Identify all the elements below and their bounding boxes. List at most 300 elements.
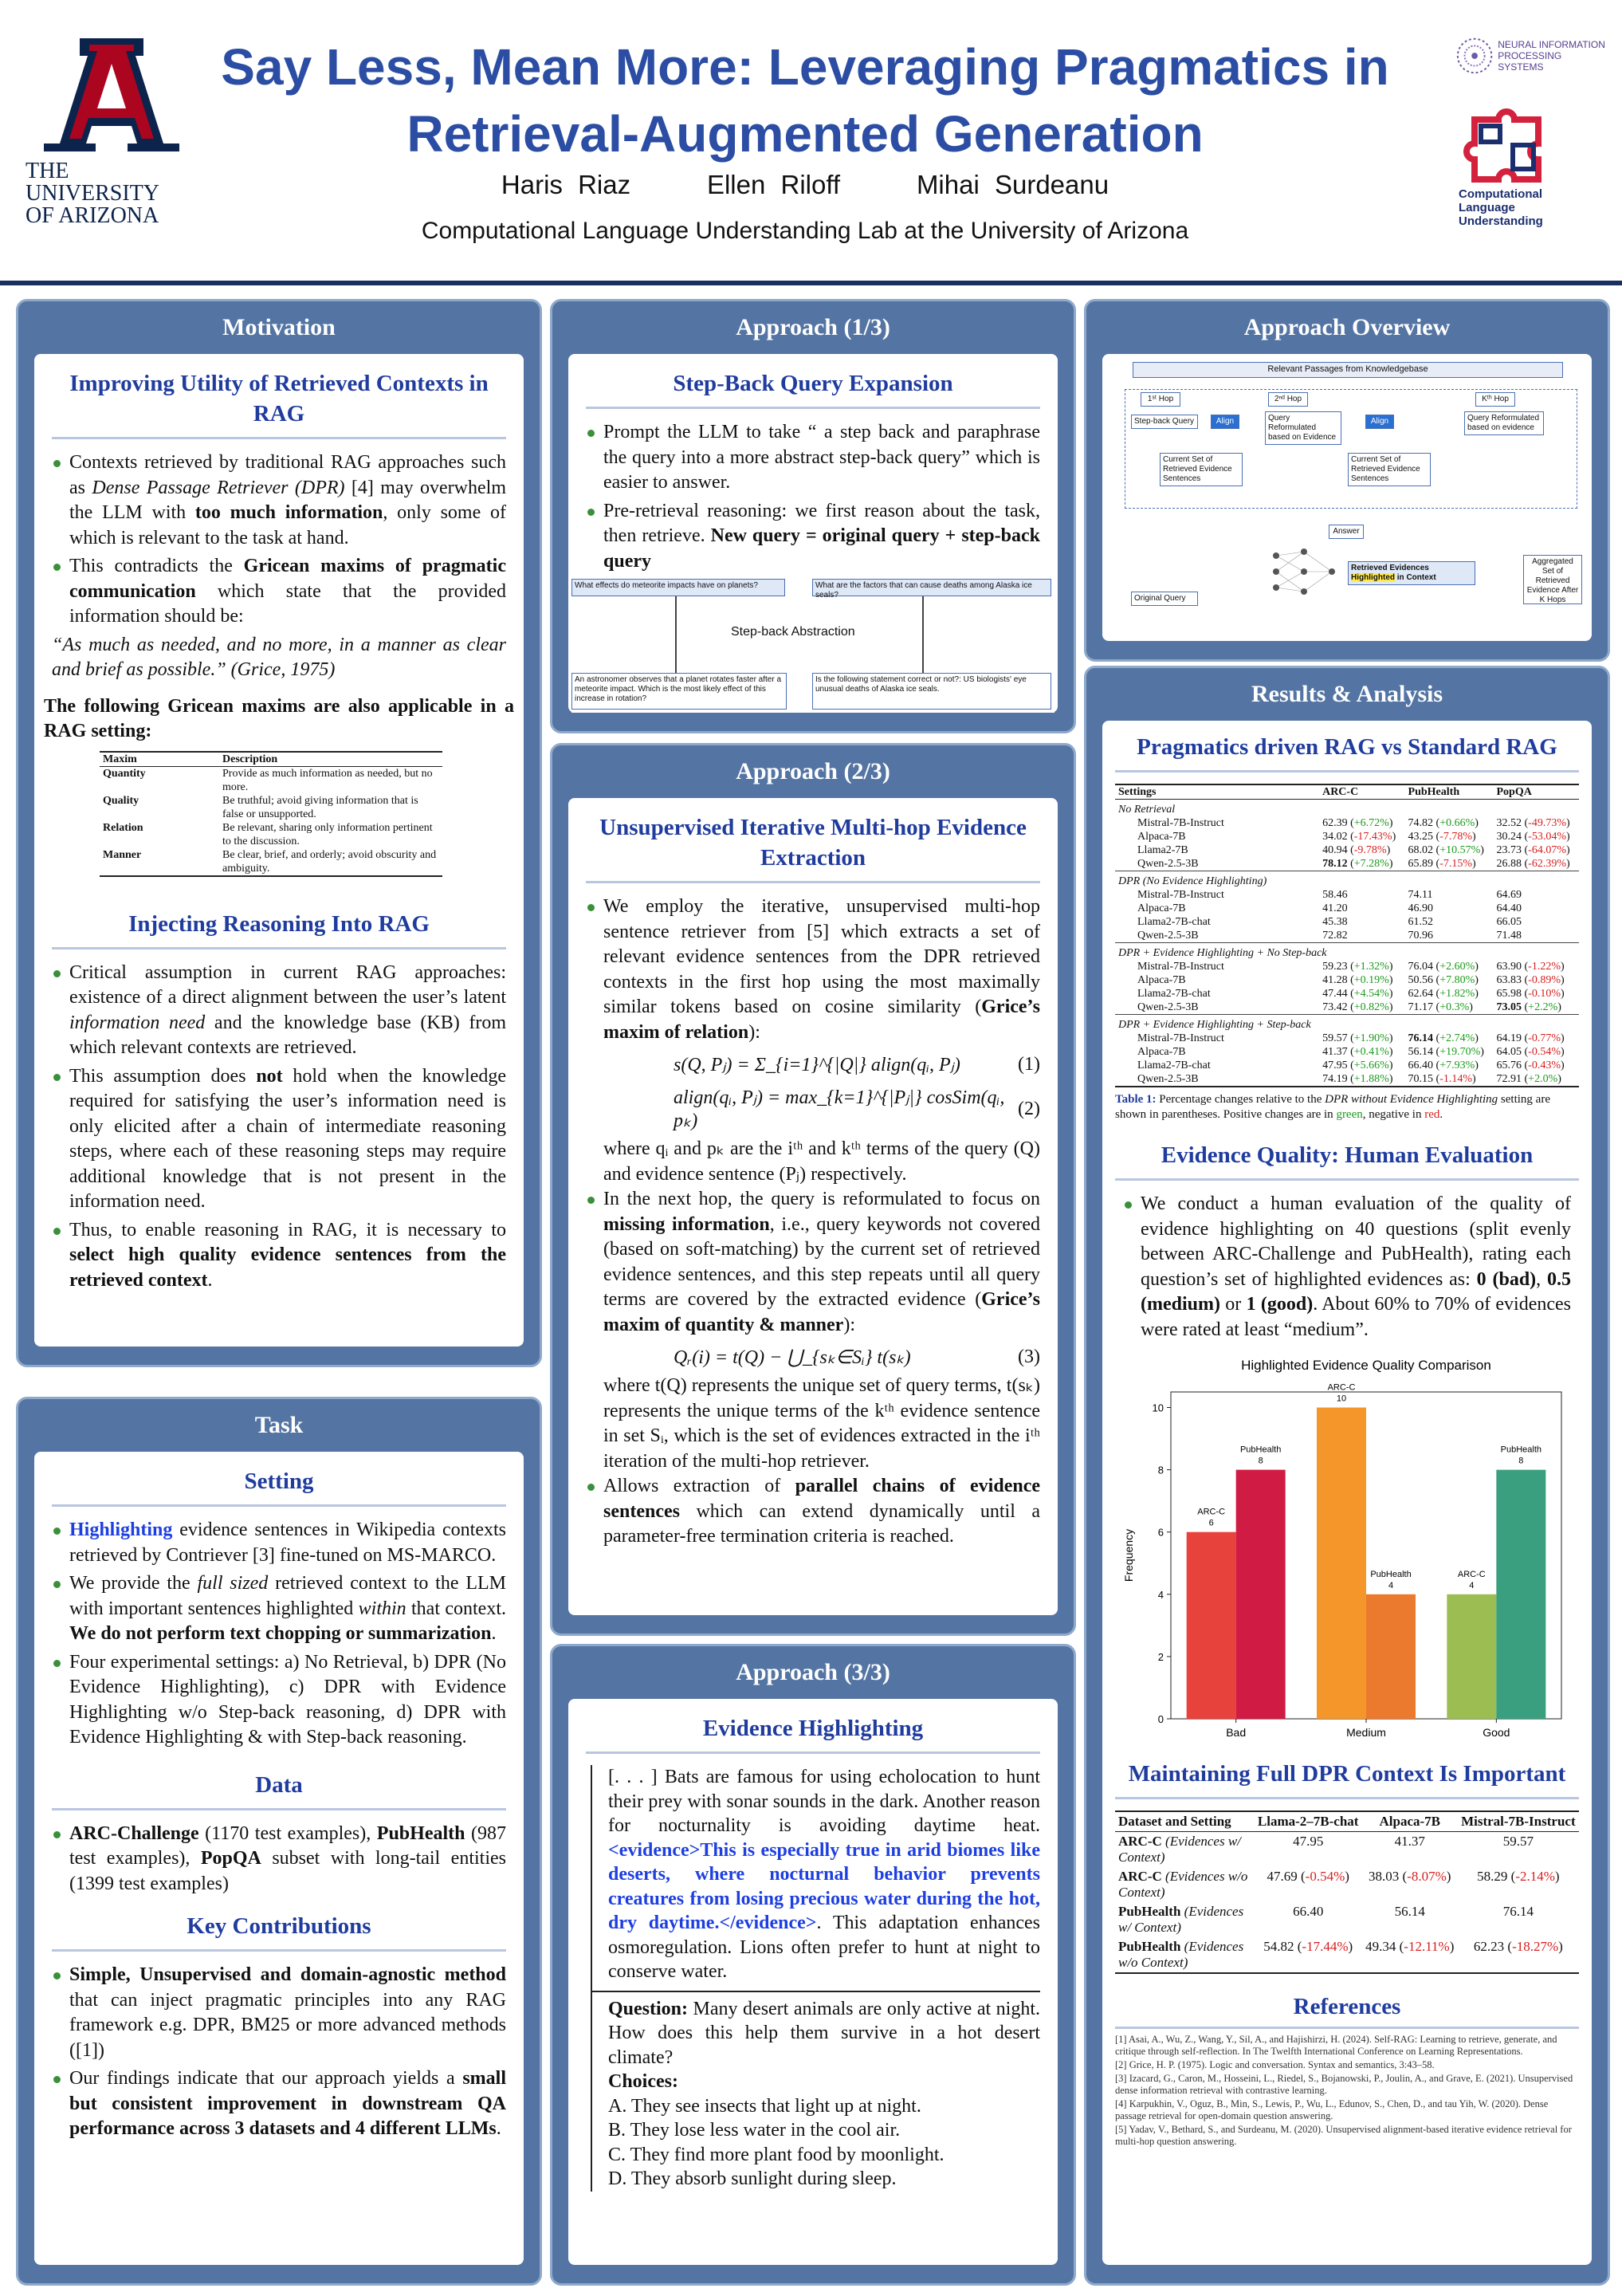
section-heading: Step-Back Query Expansion bbox=[673, 371, 953, 396]
text: ): bbox=[748, 1021, 760, 1043]
percent-change: -53.04% bbox=[1528, 831, 1566, 843]
motivation-panel bbox=[16, 299, 542, 1367]
text: This assumption does bbox=[69, 1065, 257, 1087]
text: Four experimental settings: a) No Retrieval, b) DPR (No Evidence Highlighting), c) DPR with Evidence Highlighting w/o Step-back reasoning, d) DPR with Evidence Highlighting & with Step-back reasoning. bbox=[69, 1651, 506, 1748]
bar-value-label: 4 bbox=[1469, 1580, 1475, 1590]
cell-value: 32.52 bbox=[1496, 817, 1522, 829]
text: Pre-retrieval reasoning: we first reason about the task, then retrieve. bbox=[603, 500, 1040, 546]
text: . bbox=[1439, 1108, 1443, 1121]
table-group-row bbox=[1115, 943, 1579, 961]
percent-change: -0.77% bbox=[1528, 1032, 1561, 1044]
bullet-list bbox=[52, 1822, 506, 1897]
university-of-arizona-logo bbox=[24, 32, 199, 228]
text: too much information bbox=[194, 502, 383, 523]
table-cell bbox=[1255, 1902, 1362, 1937]
bar-series-label: ARC-C bbox=[1197, 1507, 1226, 1517]
text: setting are shown in parentheses. Positive changes are in bbox=[1115, 1093, 1550, 1121]
cell-value: 47.69 bbox=[1267, 1869, 1298, 1884]
table-header: Dataset and Setting bbox=[1118, 1814, 1231, 1829]
table-cell: 68.02 (+10.57%) bbox=[1408, 844, 1484, 856]
cell-value: 66.05 bbox=[1496, 916, 1522, 928]
percent-change: -62.39% bbox=[1528, 858, 1566, 870]
table-cell: 59.57 (+1.90%) bbox=[1322, 1032, 1393, 1044]
table-cell: 34.02 (-17.43%) bbox=[1322, 831, 1396, 843]
table-header: PubHealth bbox=[1408, 786, 1460, 798]
step-back-box: Step-back Query bbox=[1131, 415, 1198, 429]
model-name: Mistral-7B-Instruct bbox=[1137, 889, 1224, 901]
approach3-panel bbox=[550, 1644, 1076, 2286]
bar bbox=[1496, 1470, 1545, 1719]
text: or bbox=[1219, 1294, 1247, 1315]
percent-change: -9.78% bbox=[1353, 844, 1387, 856]
model-name: Llama2-7B-chat bbox=[1137, 916, 1211, 928]
approach3-card bbox=[568, 1699, 1058, 2265]
evidence-highlight: <evidence>This is especially true in arid biomes like deserts, where nocturnal behavior prevents creatures from losing precious water during the hot, dry daytime.</evidence> bbox=[608, 1839, 1040, 1933]
bar-value-label: 10 bbox=[1336, 1394, 1347, 1404]
bullet-list bbox=[586, 1474, 1040, 1550]
percent-change: +2.60% bbox=[1439, 961, 1475, 973]
percent-change: +2.0% bbox=[1528, 1073, 1558, 1085]
model-name: Qwen-2.5-3B bbox=[1137, 1073, 1199, 1085]
percent-change: -0.10% bbox=[1528, 988, 1561, 1000]
table-header: Llama-2–7B-chat bbox=[1257, 1814, 1359, 1829]
question bbox=[608, 1997, 1040, 2070]
choice-a: A. They see insects that light up at night. bbox=[608, 2095, 921, 2117]
table-row bbox=[1115, 973, 1579, 987]
text: , bbox=[1536, 1268, 1548, 1290]
cell-value: 59.57 bbox=[1502, 1834, 1534, 1849]
percent-change: -1.22% bbox=[1528, 961, 1561, 973]
table-cell bbox=[1319, 929, 1404, 943]
text: Thus, to enable reasoning in RAG, it is necessary to bbox=[69, 1219, 506, 1240]
setting-name: (Evidences w/o Context) bbox=[1118, 1939, 1244, 1970]
text: Many desert animals are only active at night. How does this help them survive in a hot desert climate? bbox=[608, 1998, 1040, 2068]
panel-title: Approach (3/3) bbox=[736, 1659, 890, 1685]
bullet-list bbox=[52, 1518, 506, 1751]
results-table bbox=[1115, 784, 1579, 1087]
cell-value: 56.14 bbox=[1394, 1904, 1425, 1919]
approach2-card bbox=[568, 798, 1058, 1615]
bar-value-label: 6 bbox=[1208, 1518, 1214, 1528]
cell-value: 64.40 bbox=[1496, 902, 1522, 914]
table-row bbox=[1115, 902, 1579, 915]
approach1-card bbox=[568, 354, 1058, 713]
text: We conduct a human evaluation of the quality of evidence highlighting on 40 questions (split evenly between ARC-Challenge and PubHealth), rating each question’s set of highlighted evidences as: bbox=[1141, 1193, 1571, 1290]
table-header: Settings bbox=[1118, 786, 1157, 798]
divider bbox=[52, 947, 506, 949]
model-name: Mistral-7B-Instruct bbox=[1137, 961, 1224, 973]
table-row bbox=[1115, 816, 1579, 830]
reformulated-box: Query Reformulated based on Evidence bbox=[1265, 411, 1341, 445]
percent-change: +0.66% bbox=[1439, 817, 1475, 829]
percent-change: -7.15% bbox=[1439, 858, 1473, 870]
text: 1 (good) bbox=[1246, 1294, 1314, 1315]
bar bbox=[1236, 1470, 1286, 1719]
cell-value: 58.29 bbox=[1477, 1869, 1508, 1884]
choices-label: Choices: bbox=[608, 2071, 678, 2092]
setting-name: (Evidences w/ Context) bbox=[1118, 1834, 1241, 1865]
text: that can inject pragmatic principles into any RAG framework e.g. DPR, BM25 or more advanced methods ([1]) bbox=[69, 1989, 506, 2061]
cell-value: 66.40 bbox=[1293, 1904, 1324, 1919]
hop-1-label: 1ˢᵗ Hop bbox=[1141, 392, 1180, 407]
aggregated-evidence-box: Aggregated Set of Retrieved Evidence After K Hops bbox=[1523, 555, 1582, 604]
poster-title bbox=[207, 33, 1403, 167]
bar-series-label: ARC-C bbox=[1327, 1382, 1356, 1393]
cell-value: 34.02 bbox=[1322, 831, 1348, 843]
model-name: Mistral-7B-Instruct bbox=[1137, 1032, 1224, 1044]
model-name: Llama2-7B-chat bbox=[1137, 988, 1211, 1000]
table-row bbox=[1115, 830, 1579, 843]
table-cell: 65.76 (-0.43%) bbox=[1496, 1060, 1565, 1071]
table-row bbox=[1115, 888, 1579, 902]
y-tick-label: 2 bbox=[1157, 1650, 1164, 1663]
bar-value-label: 8 bbox=[1258, 1456, 1263, 1466]
original-question-2: Is the following statement correct or not?: US biologists' eye unusual deaths of Alaska ice seals. bbox=[812, 673, 1051, 710]
percent-change: +4.54% bbox=[1353, 988, 1389, 1000]
text: Contexts retrieved by traditional RAG approaches such as bbox=[69, 452, 506, 498]
section-heading: Maintaining Full DPR Context Is Important bbox=[1128, 1761, 1566, 1787]
reference-item: [4] Karpukhin, V., Oguz, B., Min, S., Lewis, P., Wu, L., Edunov, S., Chen, D., and tau Yih, W. (2020). Dense passage retrieval for open-domain question answering. bbox=[1115, 2098, 1549, 2121]
model-name: Qwen-2.5-3B bbox=[1137, 858, 1199, 870]
text: within bbox=[358, 1598, 406, 1619]
list-item bbox=[52, 1571, 506, 1647]
bar-series-label: PubHealth bbox=[1239, 1445, 1282, 1455]
task-card bbox=[34, 1452, 524, 2265]
cell-value: 70.15 bbox=[1408, 1073, 1434, 1085]
bar-series-label: PubHealth bbox=[1500, 1445, 1542, 1455]
bar-series-label: ARC-C bbox=[1457, 1569, 1486, 1579]
cell-value: 72.91 bbox=[1496, 1073, 1522, 1085]
text: , negative in bbox=[1362, 1108, 1425, 1121]
table-cell: 49.34 (-12.11%) bbox=[1365, 1939, 1455, 1954]
table-header: Maxim bbox=[103, 753, 137, 765]
text: (987 test examples), bbox=[69, 1822, 506, 1869]
panel-title: Approach (2/3) bbox=[736, 758, 890, 784]
table-cell: 62.64 (+1.82%) bbox=[1408, 988, 1479, 1000]
results-panel bbox=[1084, 666, 1610, 2286]
table-row bbox=[1115, 1867, 1579, 1902]
table-row bbox=[1115, 1059, 1579, 1072]
dataset-name: PubHealth bbox=[1118, 1904, 1181, 1919]
table-row bbox=[1115, 987, 1579, 1001]
evidence-set-box: Current Set of Retrieved Evidence Sentences bbox=[1160, 453, 1243, 486]
section-heading: Data bbox=[255, 1771, 303, 1798]
step-back-label: Step-back Abstraction bbox=[731, 625, 855, 639]
text: PopQA bbox=[200, 1848, 261, 1869]
cell-value: 41.20 bbox=[1322, 902, 1348, 914]
bullet-list bbox=[586, 1187, 1040, 1338]
table-cell: Manner bbox=[103, 848, 142, 861]
align-box: Align bbox=[1365, 415, 1394, 429]
panel-title: Approach Overview bbox=[1243, 314, 1451, 340]
evidence-quality-chart bbox=[1115, 1352, 1577, 1751]
table-cell: Relation bbox=[103, 821, 143, 834]
text: Retrieved Evidences bbox=[1351, 564, 1429, 572]
model-name: Llama2-7B-chat bbox=[1137, 1060, 1211, 1071]
cell-value: 59.23 bbox=[1322, 961, 1348, 973]
list-item bbox=[52, 1963, 506, 2063]
section-heading: Key Contributions bbox=[187, 1913, 371, 1939]
table-cell: 56.14 (+19.70%) bbox=[1408, 1046, 1484, 1058]
table-row bbox=[1115, 960, 1579, 973]
table-cell: Be truthful; avoid giving information that is false or unsupported. bbox=[222, 794, 418, 820]
clu-line1: Computational bbox=[1459, 187, 1542, 201]
table-cell: 62.23 (-18.27%) bbox=[1473, 1939, 1563, 1954]
table-row bbox=[100, 821, 442, 848]
list-item bbox=[52, 2066, 506, 2142]
reference-item: [2] Grice, H. P. (1975). Logic and conversation. Syntax and semantics, 3:43–58. bbox=[1115, 2059, 1435, 2070]
text: which state that the provided information should be: bbox=[69, 580, 506, 627]
section-heading: Improving Utility of Retrieved Contexts in RAG bbox=[69, 371, 489, 427]
percent-change: +1.90% bbox=[1353, 1032, 1389, 1044]
bullet-list bbox=[586, 894, 1040, 1045]
cell-value: 56.14 bbox=[1408, 1046, 1434, 1058]
setting-name: (Evidences w/o Context) bbox=[1118, 1869, 1248, 1900]
percent-change: +0.41% bbox=[1353, 1046, 1389, 1058]
cell-value: 50.56 bbox=[1408, 974, 1434, 986]
percent-change: +7.28% bbox=[1353, 858, 1389, 870]
percent-change: +0.3% bbox=[1439, 1001, 1470, 1013]
author-name: Mihai Surdeanu bbox=[916, 170, 1109, 199]
model-name: Alpaca-7B bbox=[1137, 974, 1186, 986]
bar-series-label: PubHealth bbox=[1370, 1569, 1412, 1579]
group-label: DPR (No Evidence Highlighting) bbox=[1115, 871, 1579, 889]
table-cell: 32.52 (-49.73%) bbox=[1496, 817, 1570, 829]
table-cell: 73.42 (+0.82%) bbox=[1322, 1001, 1393, 1013]
cell-value: 49.34 bbox=[1365, 1939, 1396, 1954]
cell-value: 78.12 bbox=[1322, 858, 1348, 870]
text: ): bbox=[843, 1314, 855, 1335]
section-heading: Setting bbox=[244, 1468, 314, 1494]
equation-number: (1) bbox=[1018, 1054, 1040, 1075]
cell-value: 23.73 bbox=[1496, 844, 1522, 856]
text: Our findings indicate that our approach yields a bbox=[69, 2068, 463, 2089]
context-passage bbox=[608, 1765, 1040, 1984]
cell-value: 59.57 bbox=[1322, 1032, 1348, 1044]
clu-line3: Understanding bbox=[1459, 214, 1543, 228]
text: in Context bbox=[1395, 573, 1436, 582]
bullet-list bbox=[568, 420, 1058, 574]
align-box: Align bbox=[1211, 415, 1239, 429]
header-divider bbox=[0, 281, 1622, 285]
table-cell bbox=[1405, 888, 1494, 902]
list-item bbox=[586, 499, 1040, 575]
text: [. . . ] Bats are famous for using echolocation to hunt their prey with sonar sounds in the dark. Another reason for nocturnality is avoiding daytime heat. bbox=[608, 1767, 1040, 1836]
table-cell bbox=[1458, 1832, 1579, 1868]
answer-box: Answer bbox=[1329, 525, 1364, 539]
panel-title: Motivation bbox=[222, 314, 336, 340]
cell-value: 62.39 bbox=[1322, 817, 1348, 829]
table-cell: 54.82 (-17.44%) bbox=[1263, 1939, 1353, 1954]
y-tick-label: 10 bbox=[1152, 1402, 1164, 1414]
table-row bbox=[1115, 857, 1579, 871]
cell-value: 65.76 bbox=[1496, 1060, 1522, 1071]
y-tick-label: 4 bbox=[1157, 1588, 1164, 1601]
context-ablation-table bbox=[1115, 1810, 1579, 1974]
list-item bbox=[52, 1822, 506, 1897]
equation-explanation: where qᵢ and pₖ are the iᵗʰ and kᵗʰ terms of the query (Q) and evidence sentence (Pⱼ) respectively. bbox=[603, 1138, 1040, 1185]
table-row bbox=[1115, 1072, 1579, 1087]
x-tick-label: Bad bbox=[1226, 1726, 1247, 1739]
text: Grice’s maxim of relation bbox=[603, 997, 1040, 1043]
text: . This adaptation enhances osmoregulation. Lions often prefer to hunt at night to conserve water. bbox=[608, 1913, 1040, 1982]
text: , i.e., query keywords not covered (based on soft-matching) by the current set of retrieved evidence sentences, and this step repeats until all query terms are covered by the extracted evidence ( bbox=[603, 1213, 1040, 1310]
cell-value: 26.88 bbox=[1496, 858, 1522, 870]
equation: align(qᵢ, Pⱼ) = max_{k=1}^{|Pⱼ|} cosSim(qᵢ, pₖ) bbox=[674, 1087, 1005, 1131]
list-item bbox=[52, 961, 506, 1061]
table-cell: 47.44 (+4.54%) bbox=[1322, 988, 1393, 1000]
model-name: Alpaca-7B bbox=[1137, 902, 1186, 914]
table-row bbox=[1115, 1937, 1579, 1973]
section-heading: Unsupervised Iterative Multi-hop Evidence Extraction bbox=[599, 815, 1027, 871]
model-name: Alpaca-7B bbox=[1137, 1046, 1186, 1058]
cell-value: 68.02 bbox=[1408, 844, 1434, 856]
list-item bbox=[52, 1518, 506, 1568]
cell-value: 71.48 bbox=[1496, 930, 1522, 942]
table-row bbox=[1115, 1902, 1579, 1937]
original-question-1: An astronomer observes that a planet rotates faster after a meteorite impact. Which is the most likely effect of this increase in rotation? bbox=[571, 673, 787, 710]
dataset-name: ARC-C bbox=[1118, 1869, 1162, 1884]
approach2-panel bbox=[550, 743, 1076, 1636]
table-row bbox=[1115, 843, 1579, 857]
choice-b: B. They lose less water in the cool air. bbox=[608, 2120, 901, 2141]
table-cell bbox=[1319, 915, 1404, 929]
list-item bbox=[52, 1218, 506, 1294]
y-axis-label: Frequency bbox=[1122, 1528, 1135, 1582]
equation-1 bbox=[586, 1048, 1040, 1081]
list-item bbox=[586, 894, 1040, 1045]
text: Question: bbox=[608, 1998, 689, 2019]
highlighted-example bbox=[591, 1765, 1040, 2192]
section-heading: Pragmatics driven RAG vs Standard RAG bbox=[1137, 734, 1557, 760]
dataset-name: PubHealth bbox=[1118, 1939, 1181, 1954]
percent-change: +7.93% bbox=[1439, 1060, 1475, 1071]
bullet-list bbox=[1115, 1192, 1579, 1343]
section-heading: References bbox=[1293, 1994, 1401, 2019]
list-item bbox=[1123, 1192, 1571, 1343]
percent-change: +0.82% bbox=[1353, 1001, 1389, 1013]
percent-change: -2.14% bbox=[1515, 1869, 1555, 1884]
table-cell: 62.39 (+6.72%) bbox=[1322, 817, 1393, 829]
cell-value: 41.37 bbox=[1394, 1834, 1425, 1849]
text: small but consistent improvement in downstream QA performance across 3 datasets and 4 different LLMs bbox=[69, 2068, 506, 2139]
model-name: Alpaca-7B bbox=[1137, 831, 1186, 843]
text: We provide the bbox=[69, 1573, 198, 1594]
table-cell: 43.25 (-7.78%) bbox=[1408, 831, 1476, 843]
arrow bbox=[675, 596, 677, 673]
list-item bbox=[586, 1187, 1040, 1338]
cell-value: 72.82 bbox=[1322, 930, 1348, 942]
text: evidence sentences in Wikipedia contexts retrieved by Contriever [3] fine-tuned on MS-MARCO. bbox=[69, 1520, 506, 1566]
bar-value-label: 8 bbox=[1518, 1456, 1524, 1466]
table-cell: 30.24 (-53.04%) bbox=[1496, 831, 1570, 843]
cell-value: 71.17 bbox=[1408, 1001, 1434, 1013]
percent-change: -0.43% bbox=[1528, 1060, 1561, 1071]
percent-change: +0.19% bbox=[1353, 974, 1389, 986]
table-header: Description bbox=[222, 753, 278, 765]
cell-value: 70.96 bbox=[1408, 930, 1434, 942]
percent-change: -0.54% bbox=[1528, 1046, 1561, 1058]
hop-k-label: Kᵗʰ Hop bbox=[1475, 392, 1515, 407]
equation-number: (2) bbox=[1018, 1098, 1040, 1119]
table-cell bbox=[1494, 929, 1580, 943]
table-cell: 58.29 (-2.14%) bbox=[1477, 1869, 1560, 1884]
table-cell: Be clear, brief, and orderly; avoid obscurity and ambiguity. bbox=[222, 848, 437, 875]
percent-change: +2.74% bbox=[1439, 1032, 1475, 1044]
clu-lab-logo bbox=[1459, 104, 1602, 239]
table-row bbox=[1115, 915, 1579, 929]
y-tick-label: 6 bbox=[1157, 1526, 1164, 1539]
percent-change: +19.70% bbox=[1439, 1046, 1481, 1058]
table-cell bbox=[1255, 1832, 1362, 1868]
cell-value: 73.05 bbox=[1496, 1001, 1522, 1013]
table-cell: 65.89 (-7.15%) bbox=[1408, 858, 1476, 870]
cell-value: 65.89 bbox=[1408, 858, 1434, 870]
text: full sized bbox=[197, 1573, 269, 1594]
uofa-name-line2: OF ARIZONA bbox=[26, 203, 159, 228]
section-heading: Evidence Quality: Human Evaluation bbox=[1161, 1142, 1534, 1168]
title-line1: Say Less, Mean More: Leveraging Pragmatics in bbox=[221, 38, 1389, 96]
neurips-line1: NEURAL INFORMATION bbox=[1498, 39, 1605, 50]
table-cell: 74.82 (+0.66%) bbox=[1408, 817, 1479, 829]
y-tick-label: 0 bbox=[1157, 1713, 1164, 1725]
percent-change: -17.43% bbox=[1353, 831, 1392, 843]
text: retrieved context to the LLM with important sentences highlighted bbox=[69, 1573, 506, 1619]
table-cell bbox=[1494, 915, 1580, 929]
bar bbox=[1187, 1532, 1236, 1719]
percent-change: -8.07% bbox=[1407, 1869, 1447, 1884]
text: 0 (bad) bbox=[1476, 1268, 1537, 1290]
text: Table 1: bbox=[1115, 1093, 1157, 1106]
equation-number: (3) bbox=[1018, 1347, 1040, 1367]
text: We do not perform text chopping or summarization bbox=[69, 1623, 492, 1644]
equation-explanation: where t(Q) represents the unique set of query terms, t(sₖ) represents the unique terms of the kᵗʰ evidence sentence in set Sᵢ, which is the set of evidences extracted in the iᵗʰ iteration of the multi-hop retriever. bbox=[603, 1375, 1040, 1472]
text: Grice’s maxim of quantity & manner bbox=[603, 1289, 1040, 1335]
setting-name: (Evidences w/ Context) bbox=[1118, 1904, 1244, 1935]
percent-change: -1.14% bbox=[1439, 1073, 1473, 1085]
overview-panel bbox=[1084, 299, 1610, 662]
choice-c: C. They find more plant food by moonlight. bbox=[608, 2144, 945, 2165]
table-header: PopQA bbox=[1496, 786, 1532, 798]
divider bbox=[1115, 1178, 1579, 1181]
text: red bbox=[1424, 1108, 1440, 1121]
table-row bbox=[1115, 1045, 1579, 1059]
table-cell: 76.04 (+2.60%) bbox=[1408, 961, 1479, 973]
percent-change: -0.89% bbox=[1528, 974, 1561, 986]
cell-value: 61.52 bbox=[1408, 916, 1434, 928]
step-back-question-2: What are the factors that can cause deaths among Alaska ice seals? bbox=[812, 579, 1051, 596]
llm-network-icon bbox=[1268, 544, 1340, 600]
percent-change: -7.78% bbox=[1439, 831, 1473, 843]
text: information need bbox=[69, 1012, 206, 1033]
table-cell bbox=[1405, 915, 1494, 929]
cell-value: 47.95 bbox=[1293, 1834, 1324, 1849]
x-tick-label: Good bbox=[1483, 1726, 1510, 1739]
percent-change: +1.82% bbox=[1439, 988, 1475, 1000]
group-label: DPR + Evidence Highlighting + No Step-back bbox=[1115, 943, 1579, 961]
text: Simple, Unsupervised and domain-agnostic method bbox=[69, 1964, 506, 1985]
cell-value: 64.19 bbox=[1496, 1032, 1522, 1044]
text: Prompt the LLM to take “ a step back and paraphrase the query into a more abstract step-back query” which is easier to answer. bbox=[603, 422, 1040, 493]
bullet-list bbox=[52, 1963, 506, 2142]
cell-value: 30.24 bbox=[1496, 831, 1522, 843]
cell-value: 38.03 bbox=[1369, 1869, 1400, 1884]
arrow bbox=[922, 596, 924, 673]
text: . About 60% to 70% of evidences were rated at least “medium”. bbox=[1141, 1294, 1571, 1340]
table-cell: 63.83 (-0.89%) bbox=[1496, 974, 1565, 986]
hops-frame bbox=[1125, 389, 1577, 509]
table-cell: 47.69 (-0.54%) bbox=[1267, 1869, 1349, 1884]
